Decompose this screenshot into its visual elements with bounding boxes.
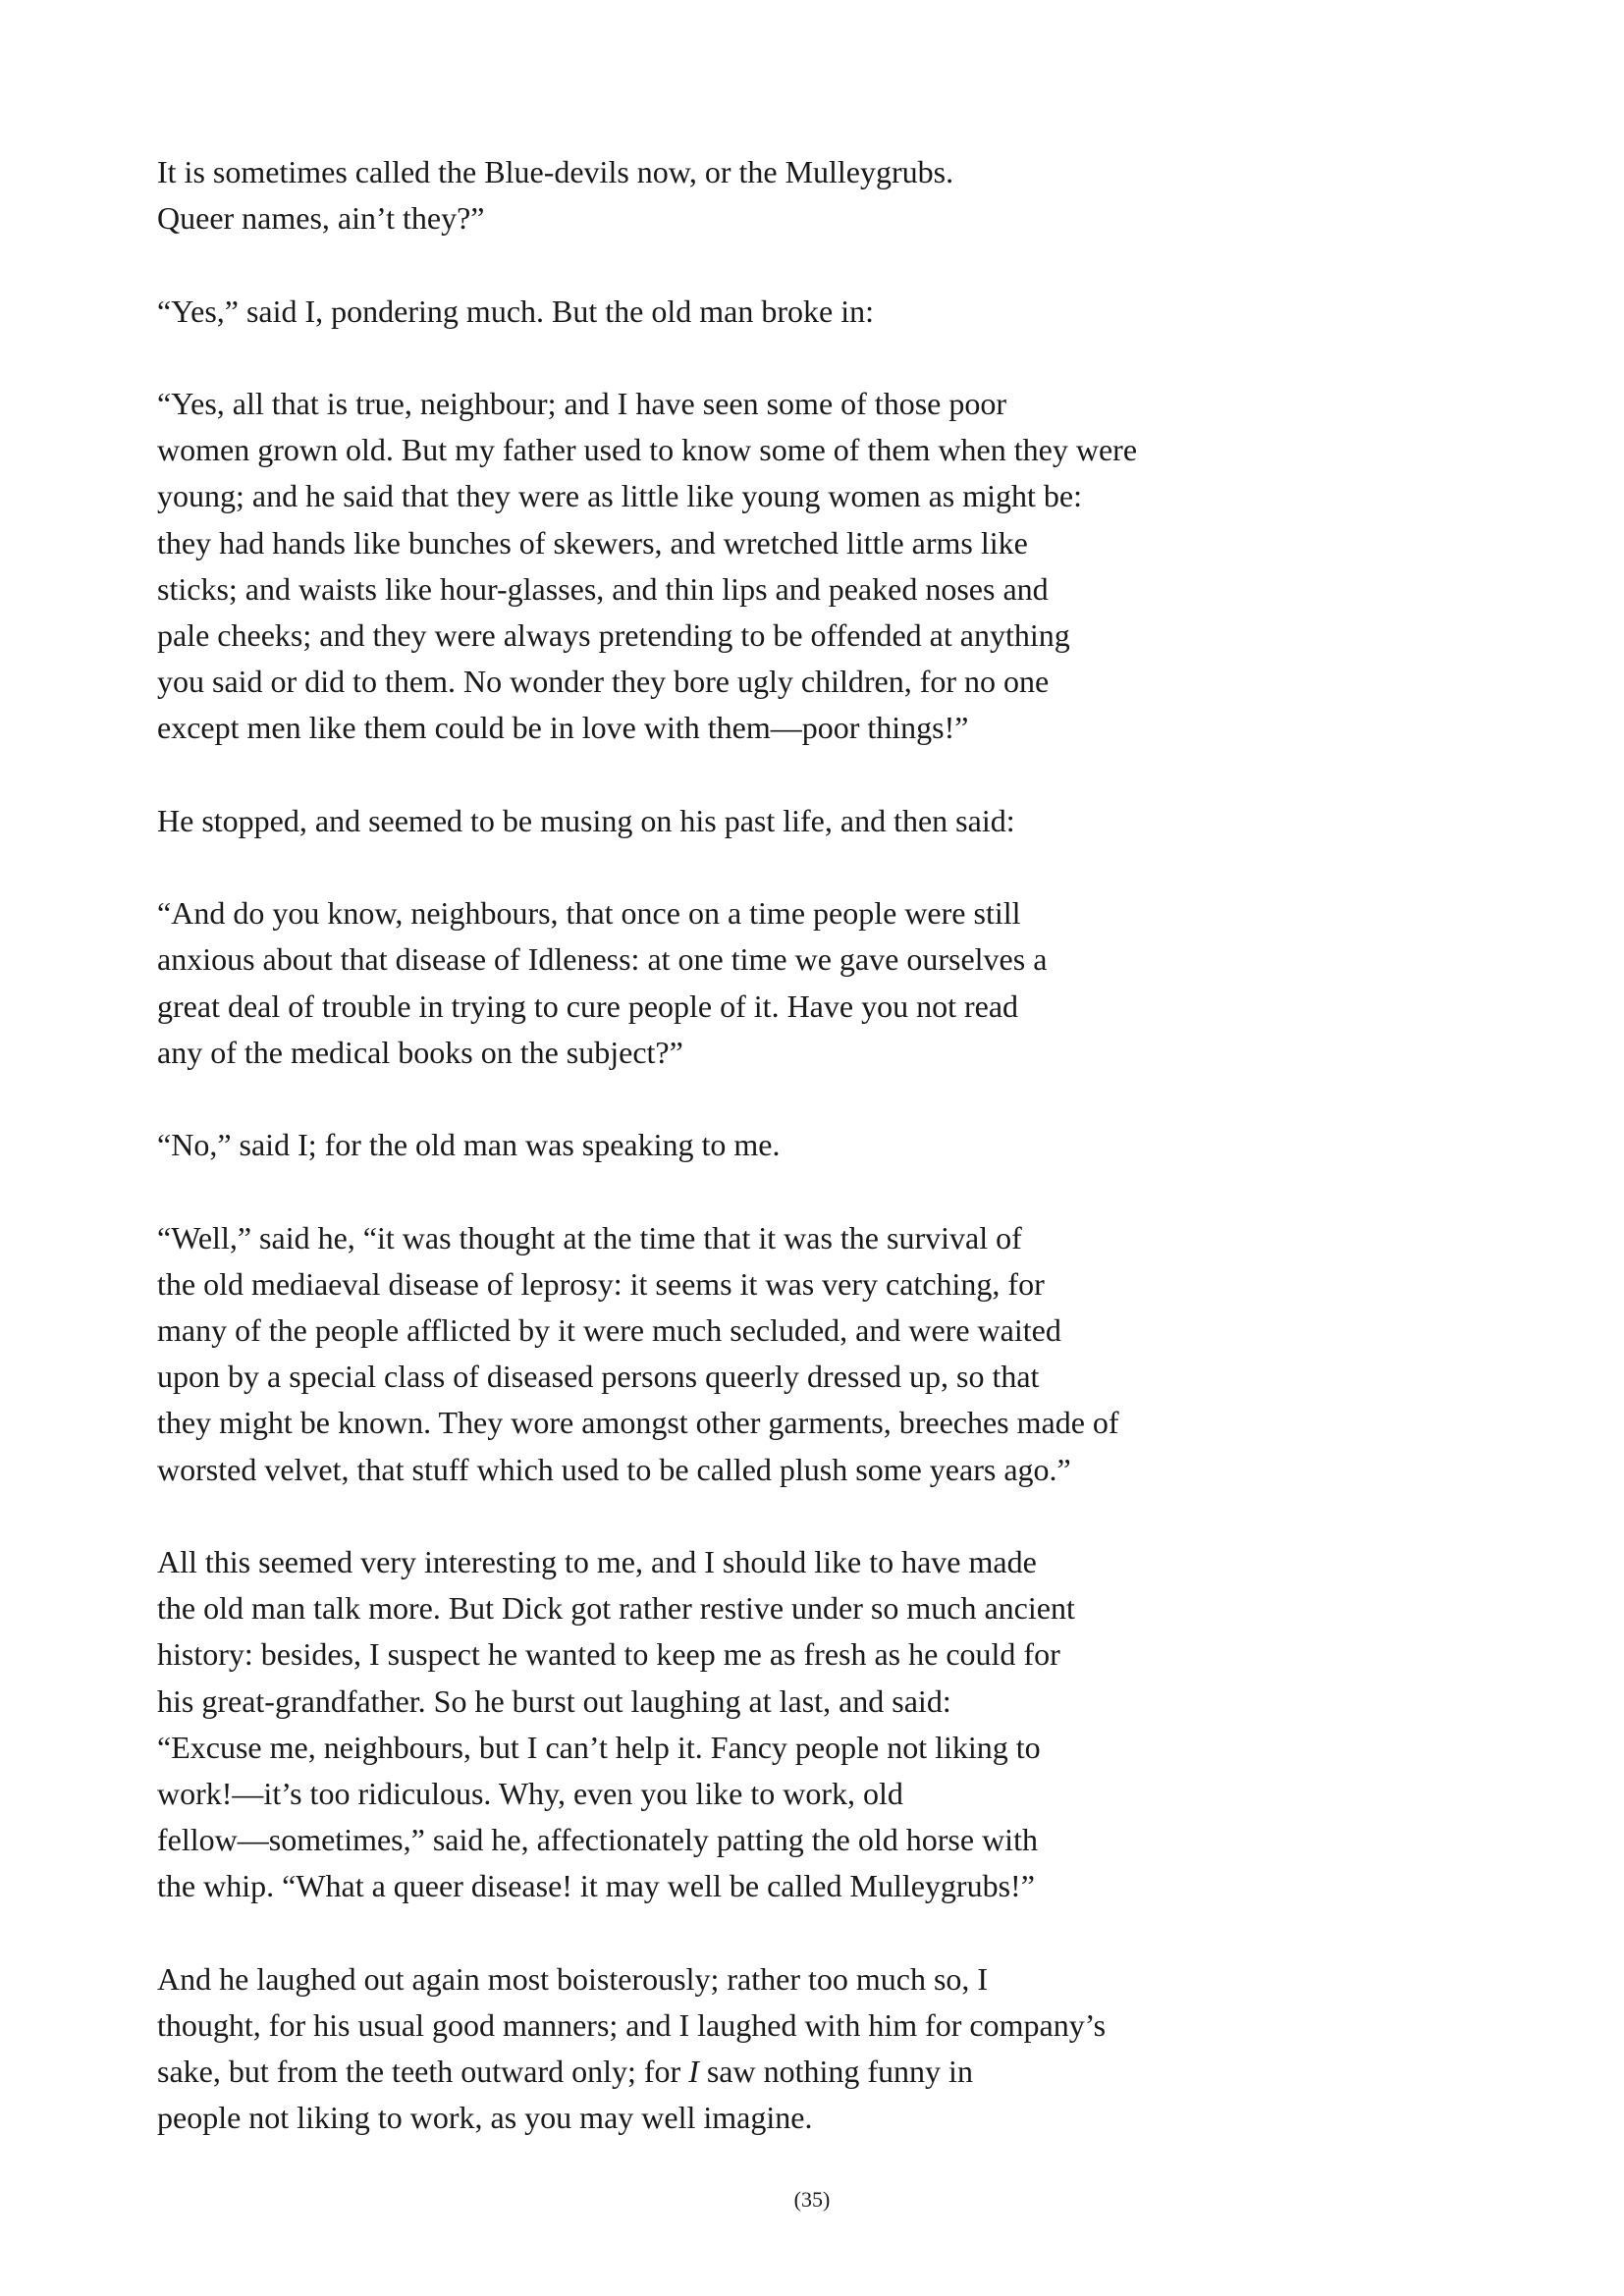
text-line: women grown old. But my father used to know some of them when they were: [157, 432, 1138, 468]
text-line: fellow—sometimes,” said he, affectionately patting the old horse with: [157, 1822, 1038, 1858]
text-line: And he laughed out again most boisterously; rather too much so, I: [157, 1960, 989, 1997]
text-line: “And do you know, neighbours, that once on a time people were still: [157, 895, 1021, 932]
text-line: many of the people afflicted by it were much secluded, and were waited: [157, 1311, 1061, 1348]
text-line: thought, for his usual good manners; and I laughed with him for company’s: [157, 2007, 1107, 2043]
text-line: “Yes,” said I, pondering much. But the old man broke in:: [157, 293, 874, 329]
paragraph: [157, 149, 1473, 241]
paragraph: [157, 1539, 1473, 1910]
text-line: “No,” said I; for the old man was speaking to me.: [157, 1127, 781, 1163]
text-line: you said or did to them. No wonder they bore ugly children, for no one: [157, 664, 1050, 700]
text-line: except men like them could be in love with them—poor things!”: [157, 710, 969, 746]
text-line: work!—it’s too ridiculous. Why, even you like to work, old: [157, 1776, 903, 1811]
text-line: they might be known. They wore amongst other garments, breeches made of: [157, 1405, 1119, 1441]
paragraph: [157, 381, 1473, 752]
text-line: worsted velvet, that stuff which used to be called plush some years ago.”: [157, 1451, 1071, 1487]
text-line: young; and he said that they were as little like young women as might be:: [157, 478, 1083, 514]
paragraph: [157, 798, 1473, 844]
text-line: He stopped, and seemed to be musing on his past life, and then said:: [157, 802, 1015, 838]
text-line: anxious about that disease of Idleness: at one time we gave ourselves a: [157, 941, 1048, 978]
text-line: It is sometimes called the Blue-devils now, or the Mulleygrubs.: [157, 154, 954, 189]
text-line: pale cheeks; and they were always pretending to be offended at anything: [157, 617, 1070, 653]
text-line: any of the medical books on the subject?”: [157, 1034, 683, 1070]
text-line: his great-grandfather. So he burst out laughing at last, and said:: [157, 1682, 951, 1719]
text-run: saw nothing funny in: [698, 2054, 973, 2090]
text-line: “Yes, all that is true, neighbour; and I have seen some of those poor: [157, 385, 1006, 421]
text-line: they had hands like bunches of skewers, and wretched little arms like: [157, 524, 1028, 561]
text-line: upon by a special class of diseased persons queerly dressed up, so that: [157, 1359, 1040, 1395]
paragraph: [157, 1215, 1473, 1493]
text-line: great deal of trouble in trying to cure people of it. Have you not read: [157, 988, 1019, 1024]
text-run: sake, but from the teeth outward only; for: [157, 2054, 689, 2090]
paragraph: [157, 289, 1473, 335]
paragraph: [157, 1122, 1473, 1168]
body-text: [157, 149, 1473, 2188]
italic-emphasis: I: [688, 2054, 699, 2090]
text-line: All this seemed very interesting to me, and I should like to have made: [157, 1543, 1037, 1579]
text-line: the old man talk more. But Dick got rather restive under so much ancient: [157, 1590, 1075, 1627]
text-line: “Excuse me, neighbours, but I can’t help it. Fancy people not liking to: [157, 1729, 1041, 1765]
text-line: sticks; and waists like hour-glasses, and thin lips and peaked noses and: [157, 570, 1049, 607]
text-line: history: besides, I suspect he wanted to keep me as fresh as he could for: [157, 1636, 1060, 1673]
text-line: Queer names, ain’t they?”: [157, 200, 485, 237]
text-line: the old mediaeval disease of leprosy: it seems it was very catching, for: [157, 1265, 1045, 1302]
text-line: people not liking to work, as you may well imagine.: [157, 2100, 813, 2136]
text-line: “Well,” said he, “it was thought at the time that it was the survival of: [157, 1219, 1022, 1255]
text-line: [157, 2049, 1473, 2095]
paragraph: [157, 890, 1473, 1076]
text-line: the whip. “What a queer disease! it may well be called Mulleygrubs!”: [157, 1868, 1035, 1904]
paragraph: [157, 1956, 1473, 2142]
page-number: (35): [793, 2187, 831, 2212]
